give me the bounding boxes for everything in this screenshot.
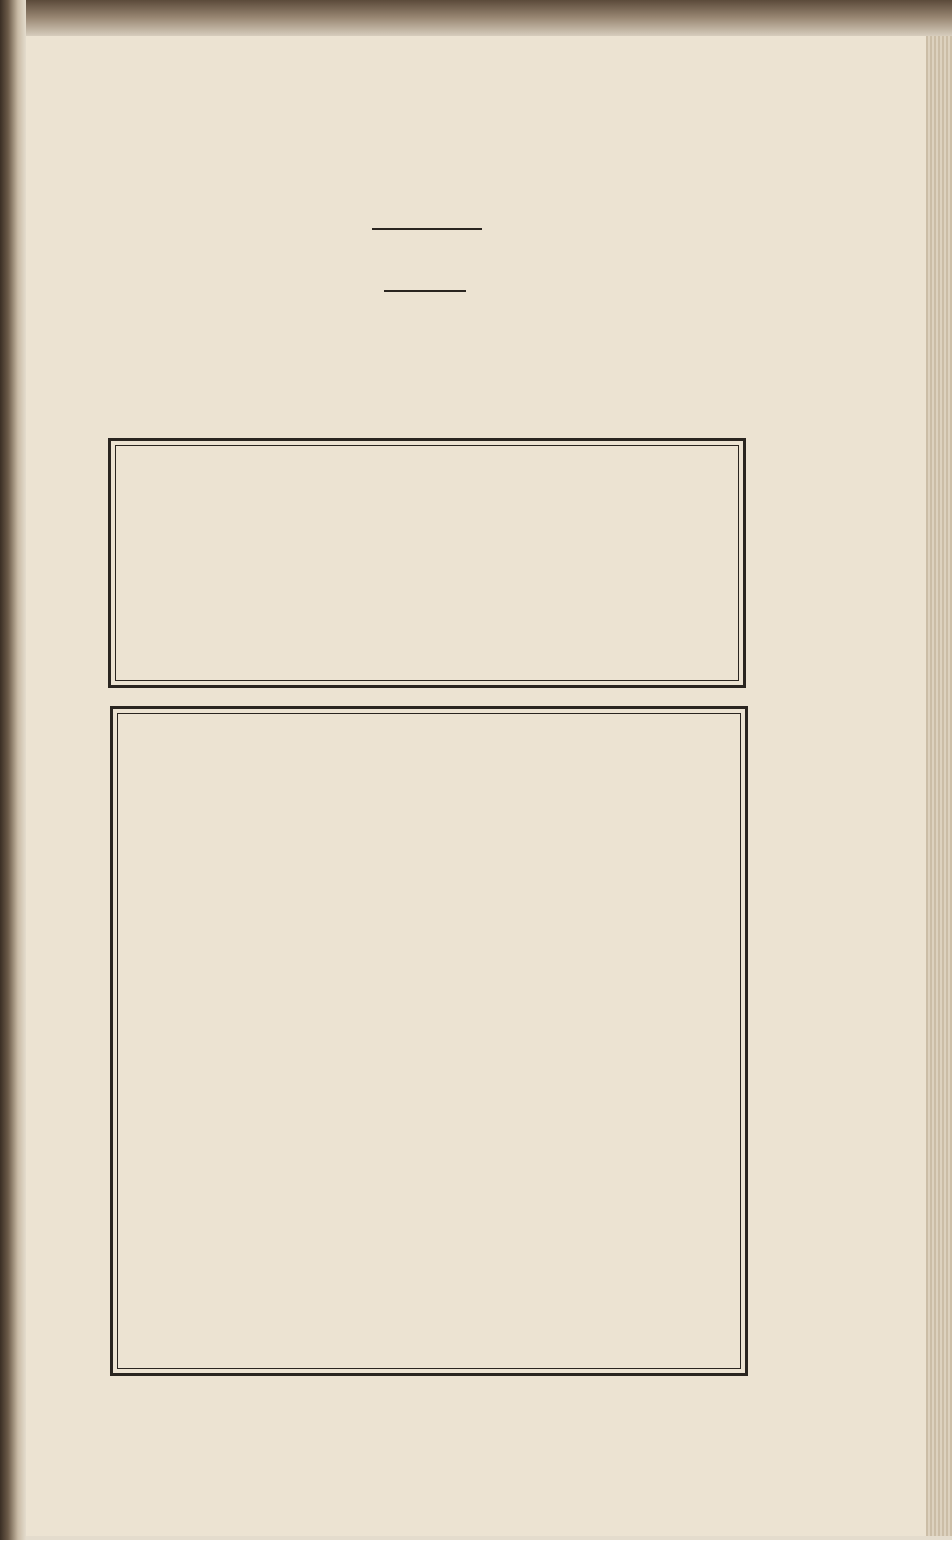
book-top-shadow	[0, 0, 952, 40]
title-rule	[372, 228, 482, 230]
products-table-inner-border	[117, 713, 741, 1369]
book-spine-edge	[0, 0, 26, 1540]
subtitle-rule	[384, 290, 466, 292]
summary-table	[108, 438, 746, 688]
products-table	[110, 706, 748, 1376]
page-stack-edge	[926, 36, 952, 1536]
summary-table-inner-border	[115, 445, 739, 681]
